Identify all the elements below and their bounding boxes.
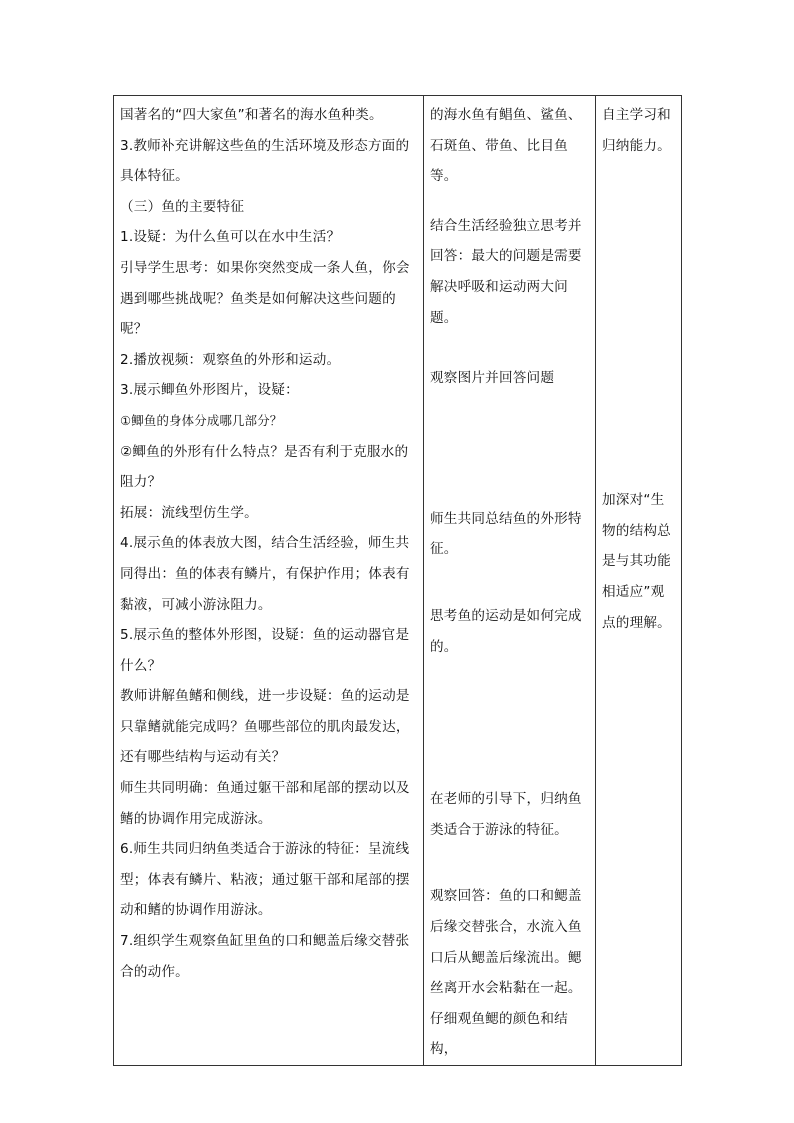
spacer bbox=[602, 161, 676, 485]
text-line: 1.设疑：为什么鱼可以在水中生活？ bbox=[120, 229, 341, 246]
section-heading: （三）鱼的主要特征 bbox=[120, 198, 245, 215]
text-line: 加深对“生物的结构总是与其功能相适应”观点的理解。 bbox=[602, 492, 671, 631]
spacer bbox=[430, 449, 590, 504]
text-line: 观察回答：鱼的口和鳃盖后缘交替张合，水流入鱼口后从鳃盖后缘流出。鳃丝离开水会粘黏在一起。仔细观鱼鳃的颜色和结构， bbox=[430, 888, 582, 1058]
text-line: 6.师生共同归纳鱼类适合于游泳的特征：呈流线型；体表有鳞片、粘液；通过躯干部和尾部的摆动和鳍的协调作用游泳。 bbox=[120, 841, 410, 919]
table-row bbox=[114, 96, 682, 1066]
text-line: 观察图片并回答问题 bbox=[430, 370, 555, 387]
text-line: 4.展示鱼的体表放大图，结合生活经验，师生共同得出：鱼的体表有鳞片，有保护作用；体表有黏液，可减小游泳阻力。 bbox=[120, 535, 410, 613]
spacer bbox=[430, 333, 590, 363]
text-line: 国著名的“四大家鱼”和著名的海水鱼种类。 bbox=[120, 107, 383, 123]
text-line: 5.展示鱼的整体外形图，设疑：鱼的运动器官是什么？ bbox=[120, 627, 410, 674]
spacer bbox=[430, 845, 590, 881]
text-line: 师生共同明确：鱼通过躯干部和尾部的摆动以及鳍的协调作用完成游泳。 bbox=[120, 780, 410, 827]
text-line: 拓展：流线型仿生学。 bbox=[120, 504, 258, 521]
text-line: 7.组织学生观察鱼缸里鱼的口和鳃盖后缘交替张合的动作。 bbox=[120, 933, 410, 980]
text-line: 思考鱼的运动是如何完成的。 bbox=[430, 607, 582, 655]
text-line: 3.教师补充讲解这些鱼的生活环境及形态方面的具体特征。 bbox=[120, 137, 410, 185]
text-line: 3.展示鲫鱼外形图片，设疑： bbox=[120, 382, 299, 399]
teacher-activity-cell bbox=[114, 96, 424, 1066]
text-line: 2.播放视频：观察鱼的外形和运动。 bbox=[120, 351, 341, 368]
spacer bbox=[430, 394, 590, 449]
design-intent-cell bbox=[596, 96, 682, 1066]
spacer bbox=[430, 723, 590, 784]
text-line: 教师讲解鱼鳍和侧线，进一步设疑：鱼的运动是只靠鳍就能完成吗？鱼哪些部位的肌肉最发达，还有哪些结构与运动有关？ bbox=[120, 688, 410, 766]
lesson-plan-table bbox=[113, 95, 682, 1066]
text-line: ②鲫鱼的外形有什么特点？是否有利于克服水的阻力？ bbox=[120, 443, 409, 491]
text-line: 师生共同总结鱼的外形特征。 bbox=[430, 510, 582, 558]
text-line: 在老师的引导下，归纳鱼类适合于游泳的特征。 bbox=[430, 791, 582, 838]
text-line: 引导学生思考：如果你突然变成一条人鱼，你会遇到哪些挑战呢？鱼类是如何解决这些问题的呢？ bbox=[120, 259, 410, 338]
spacer bbox=[430, 192, 590, 211]
text-line: 的海水鱼有鲳鱼、鲨鱼、石斑鱼、带鱼、比目鱼等。 bbox=[430, 107, 582, 185]
student-activity-cell bbox=[424, 96, 596, 1066]
spacer bbox=[430, 565, 590, 601]
text-line: ①鲫鱼的身体分成哪几部分？ bbox=[120, 412, 283, 428]
text-line: 自主学习和归纳能力。 bbox=[602, 107, 671, 154]
spacer bbox=[430, 662, 590, 723]
text-line: 结合生活经验独立思考并回答：最大的问题是需要解决呼吸和运动两大问题。 bbox=[430, 217, 582, 326]
